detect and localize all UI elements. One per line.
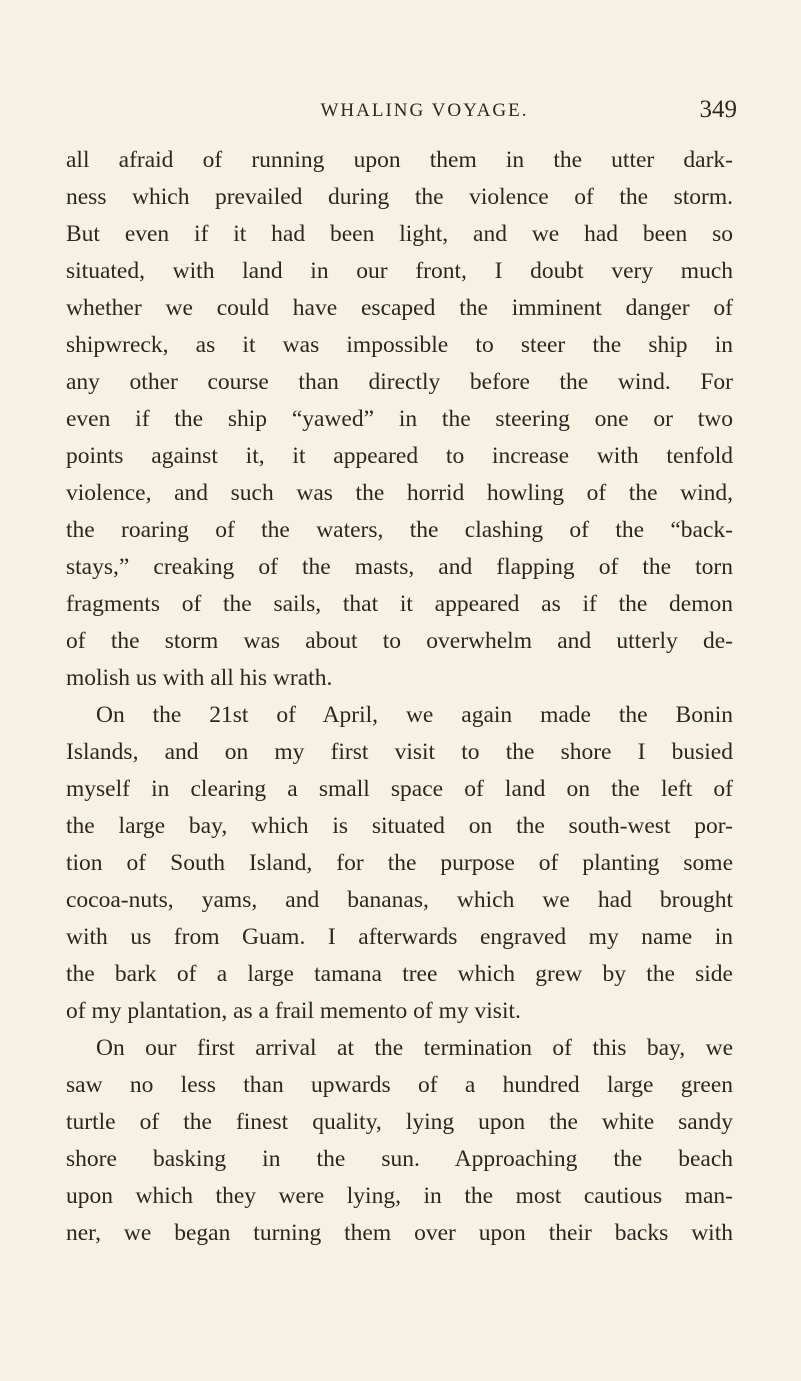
text-line: cocoa-nuts, yams, and bananas, which we had brought: [66, 887, 733, 913]
text-line: the bark of a large tamana tree which grew by the side: [66, 961, 733, 987]
text-line: Islands, and on my first visit to the shore I busied: [66, 739, 733, 765]
text-line: molish us with all his wrath.: [66, 665, 333, 691]
paragraph: [66, 142, 733, 697]
text-line: situated, with land in our front, I doubt very much: [66, 258, 733, 284]
running-head: WHALING VOYAGE.: [320, 100, 529, 121]
text-line: even if the ship “yawed” in the steering one or two: [66, 406, 733, 432]
text-line: ness which prevailed during the violence of the storm.: [66, 184, 733, 210]
paragraph: [66, 697, 733, 1030]
text-line: shipwreck, as it was impossible to steer the ship in: [66, 332, 733, 358]
text-line: of my plantation, as a frail memento of my visit.: [66, 998, 521, 1024]
text-line: the roaring of the waters, the clashing of the “back-: [66, 517, 733, 543]
text-line: myself in clearing a small space of land on the left of: [66, 776, 733, 802]
paragraph: [66, 1030, 733, 1252]
text-line: any other course than directly before the wind. For: [66, 369, 733, 395]
text-line: stays,” creaking of the masts, and flapping of the torn: [66, 554, 733, 580]
page-header: [112, 96, 737, 136]
text-line: tion of South Island, for the purpose of planting some: [66, 850, 733, 876]
text-line: upon which they were lying, in the most cautious man-: [66, 1183, 733, 1209]
text-line: turtle of the finest quality, lying upon the white sandy: [66, 1109, 733, 1135]
text-line: shore basking in the sun. Approaching the beach: [66, 1146, 733, 1172]
text-line: On the 21st of April, we again made the Bonin: [96, 702, 733, 728]
text-line: with us from Guam. I afterwards engraved my name in: [66, 924, 733, 950]
text-line: points against it, it appeared to increase with tenfold: [66, 443, 733, 469]
text-line: ner, we began turning them over upon their backs with: [66, 1220, 733, 1246]
text-line: of the storm was about to overwhelm and utterly de-: [66, 628, 733, 654]
page-number: 349: [699, 96, 737, 123]
text-line: fragments of the sails, that it appeared as if the demon: [66, 591, 733, 617]
body-text: [66, 142, 733, 1252]
text-line: But even if it had been light, and we had been so: [66, 221, 733, 247]
text-line: saw no less than upwards of a hundred large green: [66, 1072, 733, 1098]
text-line: violence, and such was the horrid howling of the wind,: [66, 480, 733, 506]
text-line: whether we could have escaped the imminent danger of: [66, 295, 733, 321]
text-line: On our first arrival at the termination of this bay, we: [96, 1035, 733, 1061]
text-line: the large bay, which is situated on the south-west por-: [66, 813, 733, 839]
text-line: all afraid of running upon them in the utter dark-: [66, 147, 733, 173]
